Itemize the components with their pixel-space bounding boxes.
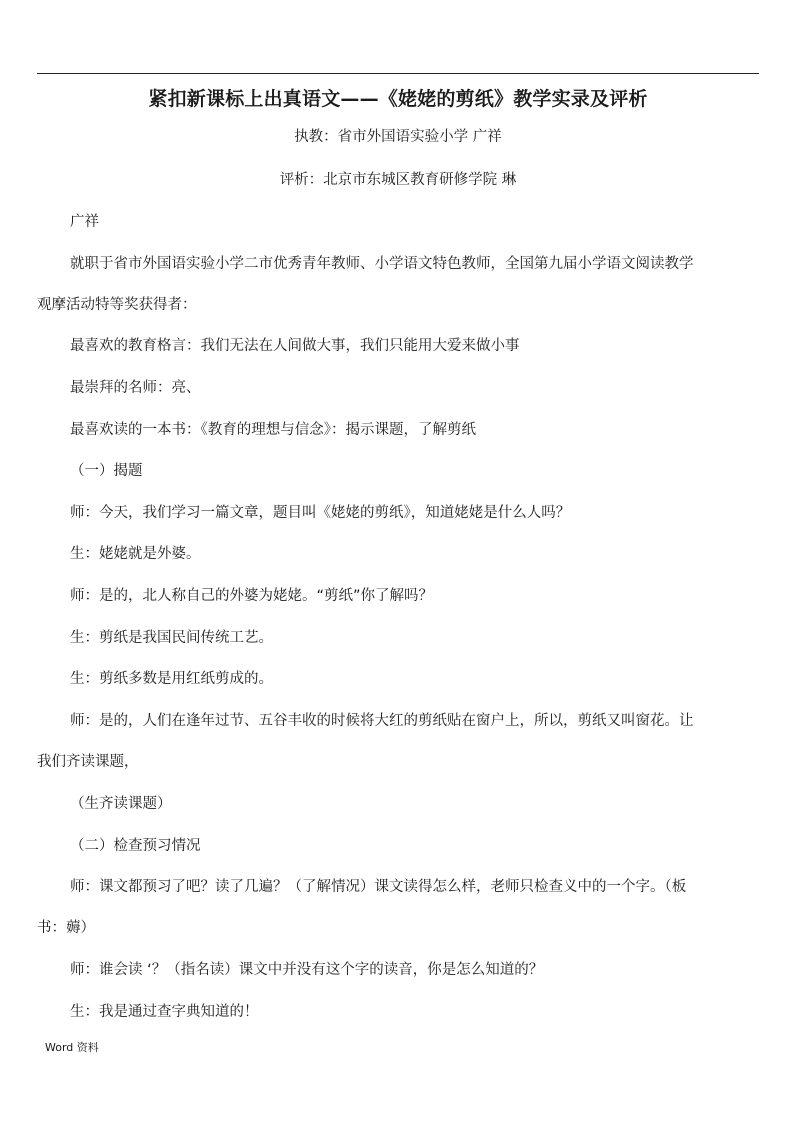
byline-reviewer: 评析：北京市东城区教育研修学院 琳 bbox=[279, 172, 517, 188]
section-heading: （二）检查预习情况 bbox=[70, 838, 201, 854]
paragraph: 师：是的，人们在逢年过节、五谷丰收的时候将大红的剪纸贴在窗户上，所以，剪纸又叫窗花。让 bbox=[70, 713, 694, 729]
paragraph: 最喜欢读的一本书：《教育的理想与信念》：揭示课题，了解剪纸 bbox=[70, 422, 476, 438]
paragraph-continuation: 书：薅） bbox=[37, 920, 95, 936]
paragraph: 生：剪纸多数是用红纸剪成的。 bbox=[70, 671, 273, 687]
paragraph: 师：是的，北人称自己的外婆为姥姥。“剪纸”你了解吗？ bbox=[70, 588, 434, 604]
paragraph: 师：谁会读 ‘？（指名读）课文中并没有这个字的读音，你是怎么知道的？ bbox=[70, 962, 544, 978]
paragraph: （生齐读课题） bbox=[70, 796, 172, 812]
header-rule bbox=[37, 73, 759, 74]
paragraph-continuation: 我们齐读课题， bbox=[37, 754, 139, 770]
paragraph: 生：剪纸是我国民间传统工艺。 bbox=[70, 630, 273, 646]
paragraph: 最喜欢的教育格言：我们无法在人间做大事，我们只能用大爱来做小事 bbox=[70, 338, 520, 354]
document-title: 紧扣新课标上出真语文——《姥姥的剪纸》教学实录及评析 bbox=[148, 88, 648, 110]
paragraph: 广祥 bbox=[70, 214, 99, 230]
paragraph: 师：课文都预习了吧？读了几遍？（了解情况）课文读得怎么样，老师只检查义中的一个字。（板 bbox=[70, 879, 687, 895]
paragraph: 生：姥姥就是外婆。 bbox=[70, 546, 201, 562]
byline-teacher: 执教：省市外国语实验小学 广祥 bbox=[294, 129, 502, 145]
paragraph-continuation: 观摩活动特等奖获得者： bbox=[37, 297, 197, 313]
paragraph: 就职于省市外国语实验小学二市优秀青年教师、小学语文特色教师，全国第九届小学语文阅读教学 bbox=[70, 256, 694, 272]
paragraph: 最崇拜的名师：亮、 bbox=[70, 380, 201, 396]
paragraph: 师：今天，我们学习一篇文章，题目叫《姥姥的剪纸》，知道姥姥是什么人吗？ bbox=[70, 505, 571, 521]
section-heading: （一）揭题 bbox=[70, 463, 143, 479]
page-footer: Word 资料 bbox=[45, 1041, 99, 1054]
paragraph: 生：我是通过查字典知道的！ bbox=[70, 1004, 259, 1020]
